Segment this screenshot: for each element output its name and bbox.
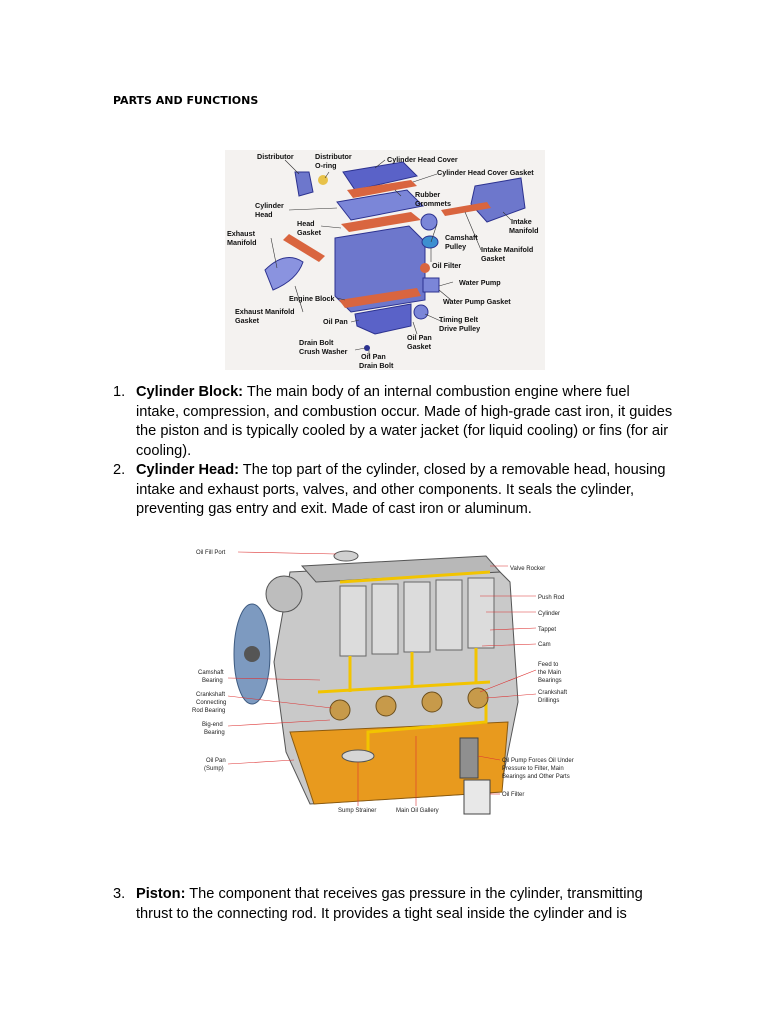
label-exhaust-manifold-gasket-2: Gasket [235,316,259,325]
label-exhaust-manifold-2: Manifold [227,238,257,247]
label-feed: Feed to [538,662,559,668]
label-oil-pump-2: Pressure to Filter, Main [502,766,564,772]
label-oil-pump: Oil Pump Forces Oil Under [502,758,574,764]
label-head-gasket-2: Gasket [297,228,321,237]
label-oil-fill-port: Oil Fill Port [196,550,226,556]
term-cylinder-head: Cylinder Head: [136,462,239,478]
label-oil-pan-drain-bolt: Oil Pan [361,352,386,361]
label-oil-pan-2: (Sump) [204,766,224,772]
label-oil-pan: Oil Pan [206,758,226,764]
label-crankshaft-drillings-2: Drillings [538,698,560,704]
label-feed-2: the Main [538,670,562,676]
label-drain-bolt-2: Crush Washer [299,347,348,356]
label-rubber-grommets: Rubber [415,190,441,199]
label-intake-manifold-2: Manifold [509,226,539,235]
list-item-piston [113,885,673,924]
list-item-cylinder-block [113,383,673,461]
label-distributor-oring: Distributor [315,152,352,161]
label-exhaust-manifold: Exhaust [227,229,255,238]
label-camshaft-pulley: Camshaft [445,233,478,242]
label-water-pump-gasket: Water Pump Gasket [443,297,511,306]
engine-exploded-diagram [225,150,545,370]
label-cylinder-head: Cylinder [255,201,284,210]
label-cylinder-head-2: Head [255,210,273,219]
label-tappet: Tappet [538,627,557,633]
label-oil-pan-gasket-2: Gasket [407,342,431,351]
label-intake-manifold-gasket: Intake Manifold [481,245,534,254]
label-timing-belt-2: Drive Pulley [439,324,481,333]
label-oil-filter: Oil Filter [502,792,525,798]
label-camshaft-bearing-2: Bearing [202,678,223,684]
label-head-gasket: Head [297,219,315,228]
label-bigend-bearing: Big-end [202,722,223,728]
label-sump-strainer: Sump Strainer [338,808,377,814]
label-push-rod: Push Rod [538,595,565,601]
label-exhaust-manifold-gasket: Exhaust Manifold [235,307,295,316]
list-number: 3. [113,886,126,902]
list-item-cylinder-head [113,461,673,520]
label-feed-3: Bearings [538,678,562,684]
label-distributor-oring-2: O-ring [315,161,337,170]
label-engine-block: Engine Block [289,294,335,303]
term-cylinder-block: Cylinder Block: [136,384,244,400]
engine-lubrication-diagram [190,542,574,822]
label-timing-belt: Timing Belt [439,315,479,324]
label-crankshaft-rod: Crankshaft [196,692,226,698]
label-distributor: Distributor [257,152,294,161]
label-cam: Cam [538,642,551,648]
label-oil-pan-drain-bolt-2: Drain Bolt [359,361,394,370]
label-crankshaft-rod-3: Rod Bearing [192,708,226,714]
label-crankshaft-rod-2: Connecting [196,700,227,706]
label-drain-bolt: Drain Bolt [299,338,334,347]
page-heading: PARTS AND FUNCTIONS [113,94,259,107]
list-number: 1. [113,384,126,400]
label-intake-manifold-gasket-2: Gasket [481,254,505,263]
label-rubber-grommets-2: Grommets [415,199,451,208]
label-cylinder: Cylinder [538,611,561,617]
label-camshaft-bearing: Camshaft [198,670,224,676]
label-valve-rocker: Valve Rocker [510,566,546,572]
label-cylinder-head-cover-gasket: Cylinder Head Cover Gasket [437,168,534,177]
definition-cylinder-block: The main body of an internal combustion engine where fuel intake, compression, and combustion occur. Made of high-grade cast iron, it guides the piston and is typically cooled by a water jacket (for liquid cooling) or fins (for air cooling). [136,384,673,459]
label-water-pump: Water Pump [459,278,501,287]
label-main-oil-gallery: Main Oil Gallery [396,808,439,814]
label-oil-pan-gasket: Oil Pan [407,333,432,342]
list-number: 2. [113,462,126,478]
definition-piston: The component that receives gas pressure in the cylinder, transmitting thrust to the connecting rod. It provides a tight seal inside the cylinder and is [136,886,643,922]
label-crankshaft-drillings: Crankshaft [538,690,568,696]
label-intake-manifold: Intake [511,217,532,226]
label-oil-pump-3: Bearings and Other Parts [502,774,570,780]
label-oil-filter: Oil Filter [432,261,462,270]
definition-cylinder-head: The top part of the cylinder, closed by a removable head, housing intake and exhaust ports, valves, and other components. It seals the cylinder, preventing gas entry and exit. Made of cast iron or aluminum. [136,462,666,517]
term-piston: Piston: [136,886,186,902]
label-bigend-bearing-2: Bearing [204,730,225,736]
label-cylinder-head-cover: Cylinder Head Cover [387,155,458,164]
label-camshaft-pulley-2: Pulley [445,242,467,251]
label-oil-pan: Oil Pan [323,317,348,326]
